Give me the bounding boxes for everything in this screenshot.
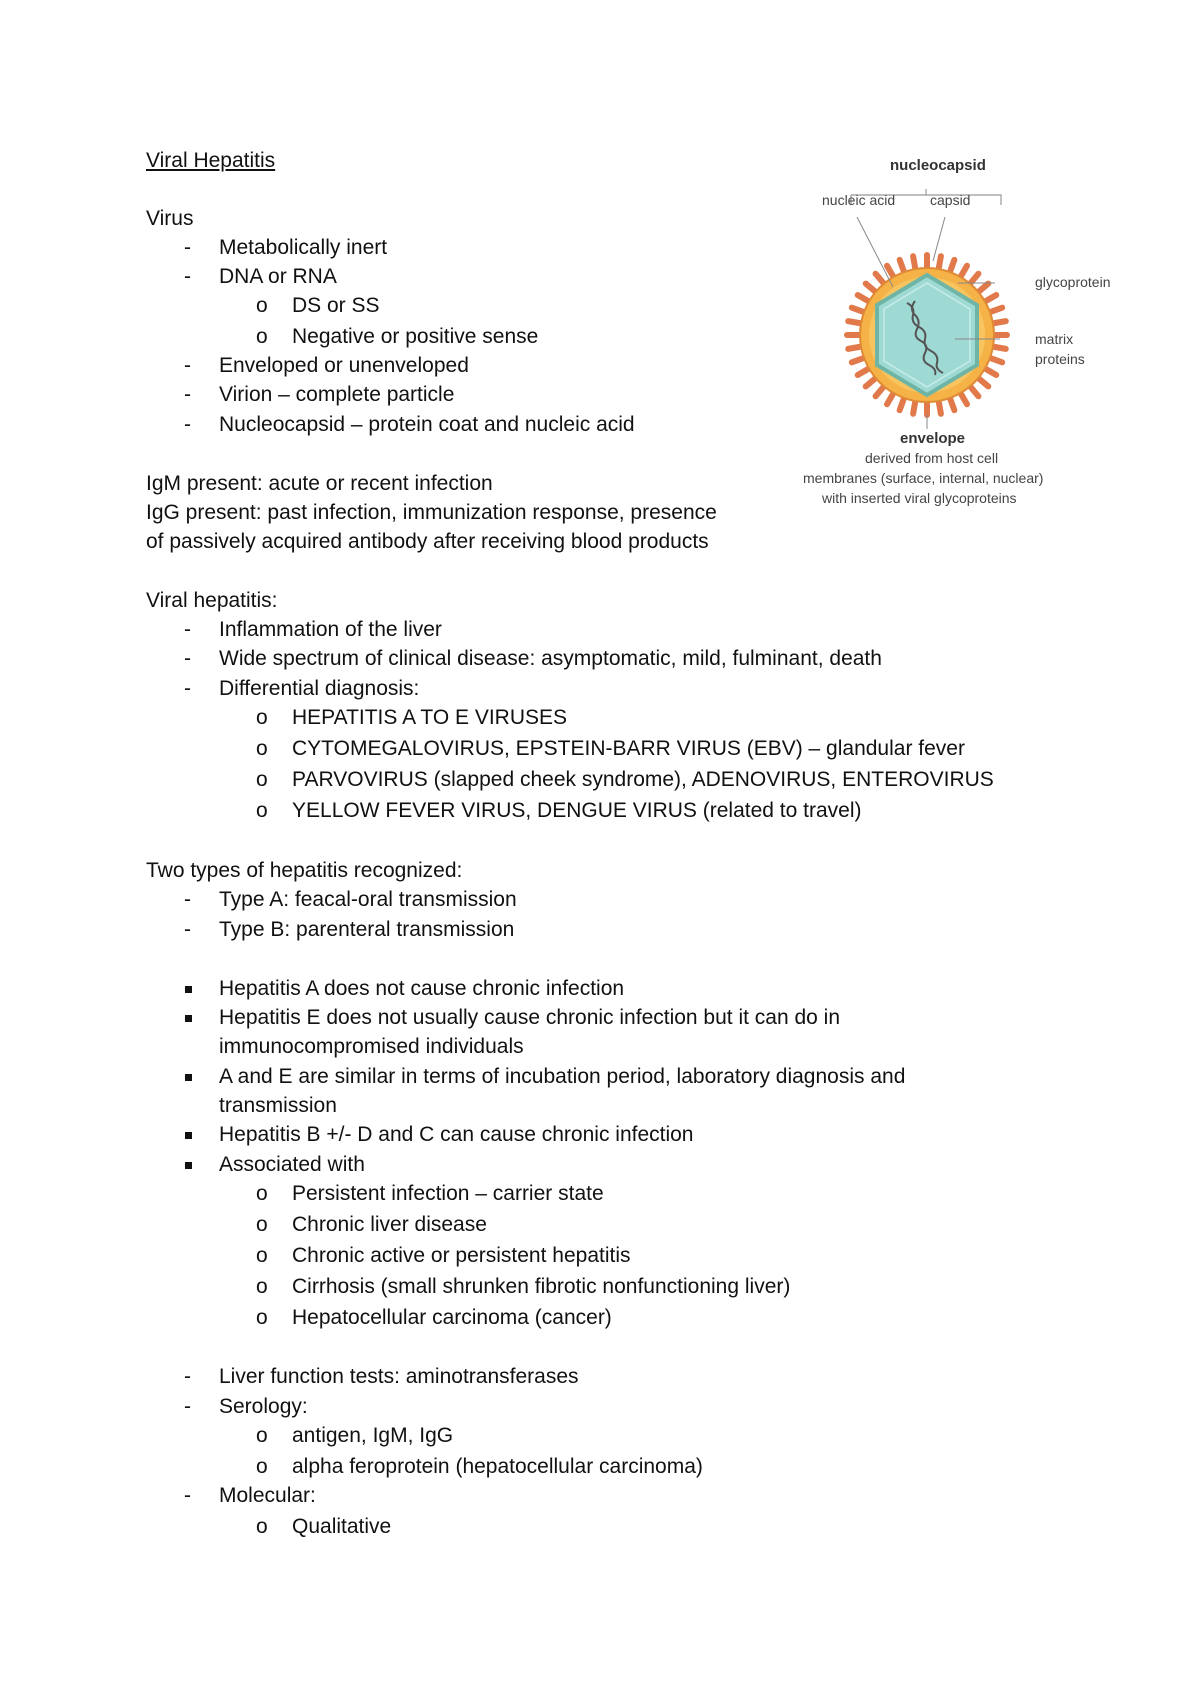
- list-item: HEPATITIS A TO E VIRUSES: [292, 706, 568, 729]
- igg-text-line2: of passively acquired antibody after receiving blood products: [146, 530, 709, 553]
- list-item: Inflammation of the liver: [219, 618, 442, 641]
- list-item: CYTOMEGALOVIRUS, EPSTEIN-BARR VIRUS (EBV) – glandular fever: [292, 737, 965, 760]
- list-item: DS or SS: [292, 294, 380, 317]
- list-item: Hepatitis A does not cause chronic infection: [219, 977, 625, 1000]
- envelope-desc-line1: derived from host cell: [865, 450, 999, 466]
- list-item: Metabolically inert: [219, 236, 388, 259]
- list-item: Cirrhosis (small shrunken fibrotic nonfunctioning liver): [292, 1275, 791, 1298]
- list-item: Negative or positive sense: [292, 325, 539, 348]
- viral-hepatitis-heading: Viral hepatitis:: [146, 589, 278, 612]
- list-item: Nucleocapsid – protein coat and nucleic acid: [219, 413, 635, 436]
- circle-marker: o: [256, 1424, 268, 1447]
- list-item: Wide spectrum of clinical disease: asymptomatic, mild, fulminant, death: [219, 647, 882, 670]
- list-item: Type B: parenteral transmission: [219, 918, 515, 941]
- list-item: antigen, IgM, IgG: [292, 1424, 454, 1447]
- circle-marker: o: [256, 768, 268, 791]
- dash-marker: -: [184, 383, 191, 406]
- circle-marker: o: [256, 799, 268, 822]
- circle-marker: o: [256, 737, 268, 760]
- circle-marker: o: [256, 325, 268, 348]
- list-item: PARVOVIRUS (slapped cheek syndrome), ADENOVIRUS, ENTEROVIRUS: [292, 768, 994, 791]
- list-item: Qualitative: [292, 1515, 392, 1538]
- types-heading: Two types of hepatitis recognized:: [146, 859, 463, 882]
- list-item: Liver function tests: aminotransferases: [219, 1365, 579, 1388]
- list-item: Differential diagnosis:: [219, 677, 420, 700]
- dash-marker: -: [184, 354, 191, 377]
- page-title: Viral Hepatitis: [146, 149, 276, 172]
- dash-marker: -: [184, 677, 191, 700]
- list-item: Hepatitis B +/- D and C can cause chronic infection: [219, 1123, 694, 1146]
- virus-heading: Virus: [146, 207, 194, 230]
- list-item: alpha feroprotein (hepatocellular carcinoma): [292, 1455, 703, 1478]
- square-bullet-icon: [185, 1015, 192, 1022]
- square-bullet-icon: [185, 1074, 192, 1081]
- igg-text-line1: IgG present: past infection, immunization response, presence: [146, 501, 717, 524]
- list-item: DNA or RNA: [219, 265, 337, 288]
- list-item-continuation: transmission: [219, 1094, 337, 1117]
- dash-marker: -: [184, 265, 191, 288]
- dash-marker: -: [184, 618, 191, 641]
- glycoprotein-label: glycoprotein: [1035, 274, 1111, 290]
- dash-marker: -: [184, 413, 191, 436]
- list-item: Type A: feacal-oral transmission: [219, 888, 517, 911]
- virus-structure-diagram: [803, 157, 1115, 545]
- circle-marker: o: [256, 1244, 268, 1267]
- square-bullet-icon: [185, 1132, 192, 1139]
- dash-marker: -: [184, 918, 191, 941]
- square-bullet-icon: [185, 1162, 192, 1169]
- list-item: Serology:: [219, 1395, 308, 1418]
- dash-marker: -: [184, 647, 191, 670]
- dash-marker: -: [184, 1365, 191, 1388]
- list-item: YELLOW FEVER VIRUS, DENGUE VIRUS (related to travel): [292, 799, 862, 822]
- circle-marker: o: [256, 1515, 268, 1538]
- nucleocapsid-label: nucleocapsid: [890, 157, 986, 174]
- circle-marker: o: [256, 294, 268, 317]
- list-item: Enveloped or unenveloped: [219, 354, 469, 377]
- nucleic-acid-label: nucleic acid: [822, 192, 896, 208]
- circle-marker: o: [256, 1275, 268, 1298]
- square-bullet-icon: [185, 986, 192, 993]
- circle-marker: o: [256, 706, 268, 729]
- capsid-label: capsid: [930, 192, 971, 208]
- list-item: Persistent infection – carrier state: [292, 1182, 604, 1205]
- list-item: Molecular:: [219, 1484, 316, 1507]
- dash-marker: -: [184, 236, 191, 259]
- envelope-desc-line2: membranes (surface, internal, nuclear): [803, 470, 1044, 486]
- list-item: Associated with: [219, 1153, 365, 1176]
- dash-marker: -: [184, 888, 191, 911]
- matrix-label-line1: matrix: [1035, 331, 1074, 347]
- list-item: A and E are similar in terms of incubation period, laboratory diagnosis and: [219, 1065, 906, 1088]
- matrix-label-line2: proteins: [1035, 351, 1085, 367]
- circle-marker: o: [256, 1213, 268, 1236]
- circle-marker: o: [256, 1455, 268, 1478]
- list-item: Chronic liver disease: [292, 1213, 487, 1236]
- envelope-label: envelope: [900, 430, 966, 447]
- list-item: Chronic active or persistent hepatitis: [292, 1244, 631, 1267]
- list-item: Virion – complete particle: [219, 383, 455, 406]
- dash-marker: -: [184, 1484, 191, 1507]
- list-item: Hepatocellular carcinoma (cancer): [292, 1306, 612, 1329]
- circle-marker: o: [256, 1182, 268, 1205]
- list-item: Hepatitis E does not usually cause chronic infection but it can do in: [219, 1006, 841, 1029]
- circle-marker: o: [256, 1306, 268, 1329]
- envelope-desc-line3: with inserted viral glycoproteins: [822, 490, 1017, 506]
- list-item-continuation: immunocompromised individuals: [219, 1035, 524, 1058]
- igm-text: IgM present: acute or recent infection: [146, 472, 493, 495]
- dash-marker: -: [184, 1395, 191, 1418]
